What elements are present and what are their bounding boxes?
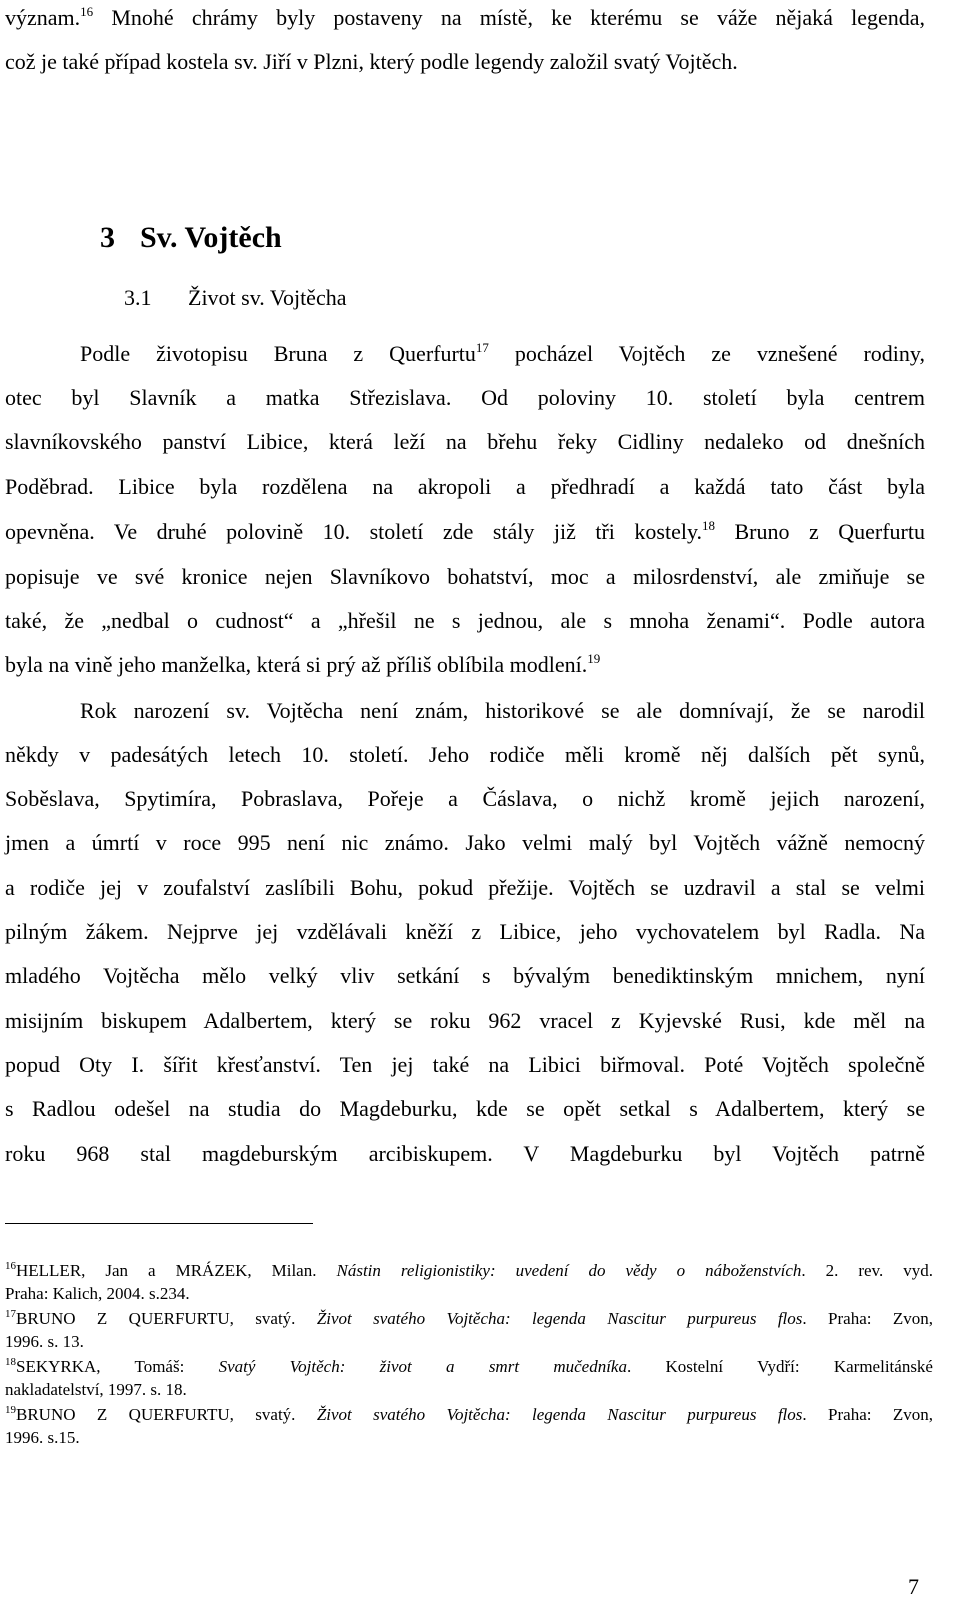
footnote-title: Život svatého Vojtěcha: legenda Nascitur purpureus flos xyxy=(316,1309,803,1328)
footnote-ref: 18 xyxy=(702,518,716,533)
footnote-number: 19 xyxy=(5,1404,16,1416)
footnote-number: 18 xyxy=(5,1356,16,1368)
text-line: jmen a úmrtí v roce 995 není nic známo. Jako velmi malý byl Vojtěch vážně nemocný xyxy=(5,830,925,855)
text-line: Rok narození sv. Vojtěcha není znám, historikové se ale domnívají, že se narodil xyxy=(80,698,925,723)
text-line: význam.$^{16}$ Mnohé chrámy byly postaveny na místě, ke kterému se váže nějaká legenda, xyxy=(5,4,925,30)
footnote-title: Nástin religionistiky: uvedení do vědy o náboženstvích xyxy=(336,1261,802,1280)
footnote: $^{16}$HELLER, Jan a MRÁZEK, Milan. Nástin religionistiky: uvedení do vědy o náboženstvích. 2. rev. vyd. Praha: Kalich, 2004. s.234. xyxy=(5,1260,933,1303)
footnote-title: Svatý Vojtěch: život a smrt mučedníka xyxy=(218,1357,627,1376)
text-line: roku 968 stal magdeburským arcibiskupem. V Magdeburku byl Vojtěch patrně xyxy=(5,1141,925,1166)
footnote: $^{19}$BRUNO Z QUERFURTU, svatý. Život svatého Vojtěcha: legenda Nascitur purpureus flos. Praha: Zvon, 1996. s.15. xyxy=(5,1404,933,1447)
text-line: otec byl Slavník a matka Střezislava. Od poloviny 10. století byla centrem xyxy=(5,385,925,410)
chapter-title: Sv. Vojtěch xyxy=(140,221,282,254)
text-line: misijním biskupem Adalbertem, který se roku 962 vracel z Kyjevské Rusi, kde měl na xyxy=(5,1008,925,1033)
section-title: Život sv. Vojtěcha xyxy=(188,285,347,310)
text-line: také, že „nedbal o cudnost“ a „hřešil ne s jednou, ale s mnoha ženami“. Podle autora xyxy=(5,608,925,633)
footnote-ref: 16 xyxy=(80,4,94,19)
text-line: Poděbrad. Libice byla rozdělena na akropoli a předhradí a každá tato část byla xyxy=(5,474,925,499)
footnote-ref: 19 xyxy=(587,651,601,666)
text-line: mladého Vojtěcha mělo velký vliv setkání s bývalým benediktinským mnichem, nyní xyxy=(5,963,925,988)
text-line: popisuje ve své kronice nejen Slavníkovo bohatství, moc a milosrdenství, ale zmiňuje se xyxy=(5,564,925,589)
text-line: někdy v padesátých letech 10. století. Jeho rodiče měli kromě něj dalších pět synů, xyxy=(5,742,925,767)
text-line: Podle životopisu Bruna z Querfurtu$^{17}$ pocházel Vojtěch ze vznešené rodiny, xyxy=(80,340,925,366)
text-line: pilným žákem. Nejprve jej vzdělávali kněží z Libice, jeho vychovatelem byl Radla. Na xyxy=(5,919,925,944)
chapter-number: 3 xyxy=(100,221,115,254)
section-heading xyxy=(124,284,346,312)
section-number: 3.1 xyxy=(124,285,152,310)
text-line: a rodiče jej v zoufalství zaslíbili Bohu, pokud přežije. Vojtěch se uzdravil a stal se velmi xyxy=(5,875,925,900)
text-line: byla na vině jeho manželka, která si prý až příliš oblíbila modlení.$^{19}$ xyxy=(5,651,601,677)
text-line: což je také případ kostela sv. Jiří v Plzni, který podle legendy založil svatý Vojtěch. xyxy=(5,49,738,74)
page-number: 7 xyxy=(908,1574,919,1599)
text-line: opevněna. Ve druhé polovině 10. století zde stály již tři kostely.$^{18}$ Bruno z Querfurtu xyxy=(5,518,925,544)
footnote-ref: 17 xyxy=(475,340,489,355)
footnote: $^{17}$BRUNO Z QUERFURTU, svatý. Život svatého Vojtěcha: legenda Nascitur purpureus flos. Praha: Zvon, 1996. s. 13. xyxy=(5,1308,933,1351)
text-line: slavníkovského panství Libice, která leží na břehu řeky Cidliny nedaleko od dnešních xyxy=(5,429,925,454)
footnote-number: 17 xyxy=(5,1308,16,1320)
text-line: popud Oty I. šířit křesťanství. Ten jej také na Libici biřmoval. Poté Vojtěch společně xyxy=(5,1052,925,1077)
footnote-number: 16 xyxy=(5,1260,16,1272)
text-line: Soběslava, Spytimíra, Pobraslava, Pořeje a Čáslava, o nichž kromě jejich narození, xyxy=(5,786,925,811)
text-line: s Radlou odešel na studia do Magdeburku, kde se opět setkal s Adalbertem, který se xyxy=(5,1096,925,1121)
chapter-heading xyxy=(100,220,282,256)
footnote: $^{18}$SEKYRKA, Tomáš: Svatý Vojtěch: život a smrt mučedníka. Kostelní Vydří: Karmelitánské nakladatelství, 1997. s. 18. xyxy=(5,1356,933,1399)
footnote-title: Život svatého Vojtěcha: legenda Nascitur purpureus flos xyxy=(316,1405,803,1424)
footnote-separator xyxy=(5,1223,313,1224)
